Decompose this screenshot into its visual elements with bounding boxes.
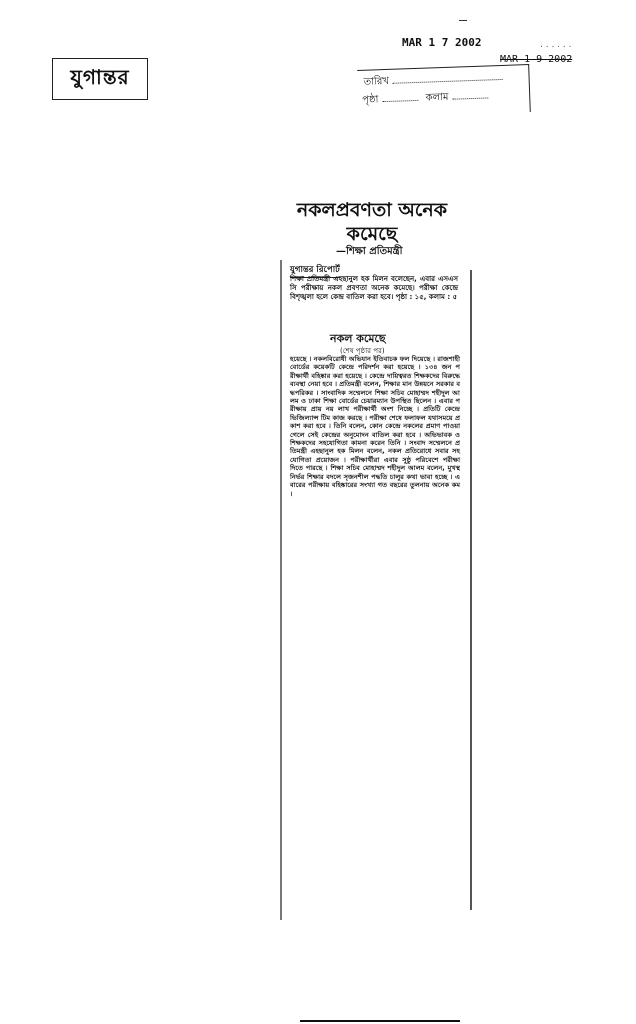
filing-stamp [357, 64, 531, 118]
top-mark [459, 20, 467, 21]
footer-rule [300, 1020, 460, 1022]
stamp-column-label: কলাম [425, 91, 449, 104]
stamp-page-label: পৃষ্ঠা [362, 94, 379, 106]
dots-mark: . . . . . . [540, 40, 572, 50]
date-stamp-struck: MAR 1 9 2002 [500, 54, 573, 65]
headline-line-1: নকলপ্রবণতা অনেক [296, 199, 448, 221]
stamp-page-fill [383, 100, 419, 102]
newspaper-masthead: যুগান্তর [52, 58, 148, 100]
article-byline: —শিক্ষা প্রতিমন্ত্রী [336, 246, 403, 257]
clipping-edge-right [470, 270, 472, 910]
date-stamp: MAR 1 7 2002 [402, 36, 482, 49]
clipping-edge-left [280, 260, 282, 920]
continuation-subtitle: (শেষ পৃষ্ঠার পর) [340, 347, 385, 355]
headline-line-2: কমেছে [346, 223, 398, 245]
article-headline [282, 198, 462, 246]
continuation-title: নকল কমেছে [330, 332, 386, 345]
stamp-page-row [362, 88, 493, 110]
reporter-credit: যুগান্তর রিপোর্ট [290, 263, 340, 278]
stamp-date-label: তারিখ [363, 75, 390, 88]
stamp-column-fill [453, 97, 489, 99]
stamp-date-fill [393, 79, 503, 84]
article-body: হয়েছে । নকলবিরোধী অভিযান ইতিবাচক ফল দিয়েছে । রাজশাহী বোর্ডের কয়েকটি কেন্দ্রে পরিদর্শন করা হয়েছে । ১৩৪ জন পরীক্ষার্থী বহিষ্কার করা হয়েছে । কেন্দ্রে দায়িত্বরত শিক্ষকদের বিরুদ্ধে ব্যবস্থা নেয়া হবে । প্রতিমন্ত্রী বলেন, শিক্ষার মান উন্নয়নে সরকার বদ্ধপরিকর । সাংবাদিক সম্মেলনে শিক্ষা সচিব মোহাম্মদ শহীদুল আলম ও ঢাকা শিক্ষা বোর্ডের চেয়ারম্যান উপস্থিত ছিলেন । এবার পরীক্ষায় প্রায় নয় লাখ পরীক্ষার্থী অংশ নিচ্ছে । প্রতিটি কেন্দ্রে ভিজিল্যান্স টিম কাজ করছে । পরীক্ষা শেষে ফলাফল যথাসময়ে প্রকাশ করা হবে । তিনি বলেন, কোন কেন্দ্রে নকলের প্রমাণ পাওয়া গেলে সেই কেন্দ্রের অনুমোদন বাতিল করা হবে । অভিভাবক ও শিক্ষকদের সহযোগিতা কামনা করেন তিনি । সংবাদ সম্মেলনে প্রতিমন্ত্রী এহছানুল হক মিলন বলেন, নকল প্রতিরোধে সবার সহযোগিতা প্রয়োজন । পরীক্ষার্থীরা এবার সুষ্ঠু পরিবেশে পরীক্ষা দিতে পারছে । শিক্ষা সচিব মোহাম্মদ শহীদুল আলম বলেন, মুখস্থনির্ভর শিক্ষার বদলে সৃজনশীল পদ্ধতি চালুর কথা ভাবা হচ্ছে । এবারের পরীক্ষায় বহিষ্কারের সংখ্যা গত বছরের তুলনায় অনেক কম । [290, 355, 460, 498]
article-lead: শিক্ষা প্রতিমন্ত্রী এহছানুল হক মিলন বলেছেন, এবার এসএসসি পরীক্ষায় নকল প্রবণতা অনেক কমেছে। পরীক্ষা কেন্দ্রে বিশৃঙ্খলা হলে কেন্দ্র বাতিল করা হবে। পৃষ্ঠা : ১৫, কলাম : ৫ [290, 275, 458, 301]
